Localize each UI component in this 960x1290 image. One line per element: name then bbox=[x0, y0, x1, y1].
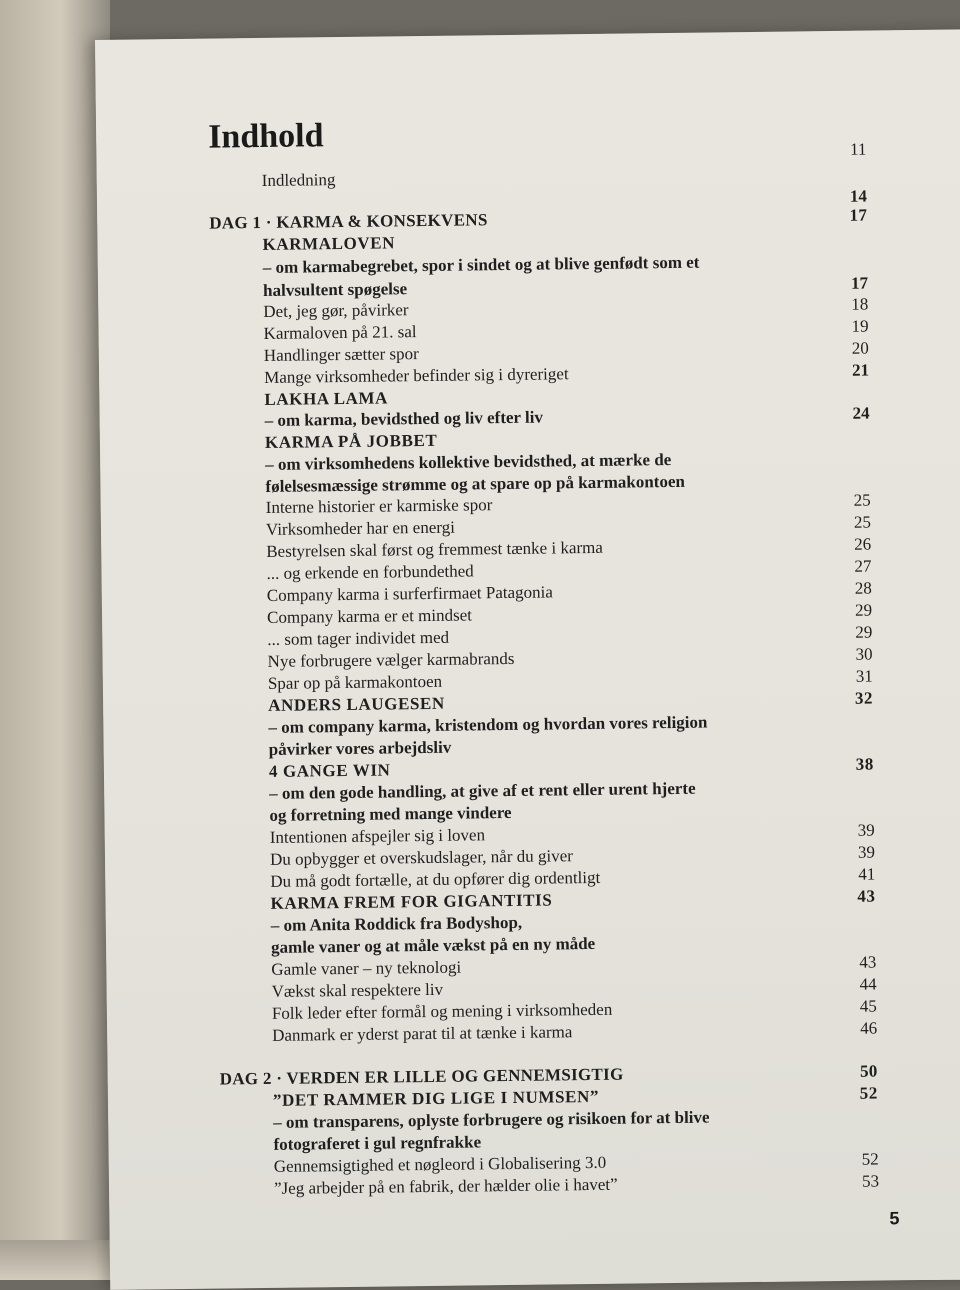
toc-row bbox=[97, 203, 960, 233]
toc-entry-text: Du må godt fortælle, at du opfører dig ordentligt bbox=[270, 867, 601, 891]
page-number: 5 bbox=[889, 1208, 900, 1229]
toc-page-number: 38 bbox=[855, 754, 875, 774]
toc-row bbox=[104, 752, 960, 781]
toc-row bbox=[104, 774, 960, 803]
toc-row bbox=[108, 1059, 960, 1089]
toc-entry-text: og forretning med mange vindere bbox=[269, 802, 512, 825]
toc-entry-text: Gennemsigtighed et nøgleord i Globalisering 3.0 bbox=[273, 1152, 607, 1176]
toc-page-number: 52 bbox=[859, 1083, 879, 1103]
toc-entry-text: fotograferet i gul regnfrakke bbox=[273, 1132, 482, 1154]
toc-entry-text: Bestyrelsen skal først og fremmest tænke i karma bbox=[266, 537, 603, 561]
toc-page-number: 43 bbox=[859, 952, 877, 972]
toc-entry-text: – om den gode handling, at give af et rent eller urent hjerte bbox=[269, 778, 696, 803]
toc-entry-text: ”Jeg arbejder på en fabrik, der hælder olie i havet” bbox=[273, 1174, 618, 1198]
toc-row bbox=[103, 686, 960, 715]
toc-entry-text: – om karmabegrebet, spor i sindet og at blive genfødt som et bbox=[262, 252, 700, 277]
toc-row bbox=[103, 708, 960, 737]
toc-entry-text: Gamle vaner – ny teknologi bbox=[271, 957, 462, 979]
toc-entry-text: – om company karma, kristendom og hvordan vores religion bbox=[268, 712, 708, 737]
toc-page-number: 41 bbox=[858, 864, 876, 884]
toc-row bbox=[105, 840, 960, 869]
toc-page-number: 39 bbox=[857, 842, 876, 862]
toc-row bbox=[102, 576, 960, 605]
toc-row bbox=[99, 358, 960, 387]
toc-row bbox=[102, 620, 960, 649]
page-title: Indhold bbox=[207, 117, 324, 156]
toc-entry-text: 4 GANGE WIN bbox=[268, 760, 391, 781]
toc-entry-text: Nye forbrugere vælger karmabrands bbox=[267, 648, 515, 671]
toc-page-number: 46 bbox=[860, 1018, 878, 1038]
toc-entry-text: Mange virksomheder befinder sig i dyreriget bbox=[264, 364, 569, 387]
toc-entry-text: Interne historier er karmiske spor bbox=[265, 495, 493, 517]
toc-row bbox=[109, 1147, 960, 1176]
toc-row bbox=[101, 532, 960, 561]
toc-entry-text: Danmark er yderst parat til at tænke i karma bbox=[272, 1022, 573, 1045]
toc-page-number: 14 bbox=[849, 186, 868, 206]
toc-row bbox=[105, 818, 960, 847]
toc-page-number: 25 bbox=[853, 490, 871, 510]
toc-page-number: 45 bbox=[859, 996, 877, 1016]
toc-row bbox=[107, 972, 960, 1001]
toc-entry-text: LAKHA LAMA bbox=[264, 388, 389, 409]
toc-page-number: 21 bbox=[851, 360, 870, 380]
toc-entry-text: Karmaloven på 21. sal bbox=[263, 322, 417, 343]
toc-page-number: 43 bbox=[857, 886, 876, 906]
toc-entry-text: Handlinger sætter spor bbox=[263, 344, 419, 365]
toc-entry-text: ... og erkende en forbundethed bbox=[266, 561, 474, 583]
toc-entry-text: Vækst skal respektere liv bbox=[271, 979, 444, 1001]
toc-row bbox=[98, 248, 960, 277]
toc-entry-text: – om virksomhedens kollektive bevidsthed, at mærke de bbox=[265, 449, 672, 474]
toc-entry-text: – om Anita Roddick fra Bodyshop, bbox=[270, 912, 523, 935]
toc-page-number: 39 bbox=[857, 820, 875, 840]
toc-row bbox=[103, 664, 960, 693]
toc-row bbox=[98, 314, 960, 343]
toc-row bbox=[100, 445, 960, 474]
toc-entry-text: DAG 2 · VERDEN ER LILLE OG GENNEMSIGTIG bbox=[219, 1064, 624, 1089]
toc-page-number: 17 bbox=[849, 205, 868, 225]
toc-row bbox=[99, 336, 960, 365]
toc-entry-text: Spar op på karmakontoen bbox=[267, 671, 443, 693]
toc-page-number: 19 bbox=[851, 316, 869, 336]
toc-page-number: 20 bbox=[851, 338, 869, 358]
toc-page-number: 53 bbox=[861, 1171, 880, 1191]
toc-page-number: 25 bbox=[853, 512, 872, 532]
toc-row bbox=[101, 510, 960, 539]
toc-entry-text: Du opbygger et overskudslager, når du giver bbox=[269, 846, 573, 869]
toc-page-number: 29 bbox=[855, 622, 873, 642]
toc-entry-text: Det, jeg gør, påvirker bbox=[263, 300, 409, 321]
toc-row bbox=[97, 161, 960, 190]
toc-page-number: 26 bbox=[854, 534, 872, 554]
toc-page-number: 24 bbox=[852, 403, 870, 423]
toc-page-number: 18 bbox=[851, 294, 869, 314]
toc-row bbox=[106, 928, 960, 957]
toc-entry-text: ”DET RAMMER DIG LIGE I NUMSEN” bbox=[272, 1086, 600, 1110]
toc-row bbox=[102, 642, 960, 671]
toc-entry-text: Indledning bbox=[261, 170, 336, 190]
toc-entry-text: gamle vaner og at måle vækst på en ny måde bbox=[270, 933, 596, 957]
toc-entry-text: Company karma er et mindset bbox=[266, 605, 473, 627]
toc-page-number: 29 bbox=[854, 600, 873, 620]
toc-row bbox=[97, 184, 960, 206]
toc-entry-text: – om karma, bevidsthed og liv efter liv bbox=[264, 407, 544, 430]
toc-page-number: 28 bbox=[854, 578, 872, 598]
toc-entry-text: KARMA PÅ JOBBET bbox=[264, 430, 438, 452]
adjacent-page bbox=[0, 0, 110, 1280]
toc-entry-text: – om transparens, oplyste forbrugere og risikoen for at blive bbox=[273, 1107, 710, 1132]
toc-entry-text: Company karma i surferfirmaet Patagonia bbox=[266, 582, 553, 605]
toc-page-number: 44 bbox=[859, 974, 877, 994]
toc-page-number: 11 bbox=[849, 139, 867, 159]
toc-page-number: 32 bbox=[854, 688, 874, 708]
toc-row bbox=[98, 292, 960, 321]
toc-entry-text: DAG 1 · KARMA & KONSEKVENS bbox=[209, 210, 488, 233]
toc-row bbox=[107, 994, 960, 1023]
toc-page-number: 27 bbox=[854, 556, 872, 576]
toc-entry-text: Folk leder efter formål og mening i virksomheden bbox=[271, 999, 613, 1023]
toc-entry-text: ANDERS LAUGESEN bbox=[268, 693, 445, 715]
toc-entry-text: KARMA FREM FOR GIGANTITIS bbox=[270, 890, 553, 913]
book-page bbox=[95, 29, 960, 1290]
toc-page-number: 50 bbox=[859, 1061, 878, 1081]
toc-entry-text: følelsesmæssige strømme og at spare op på karmakontoen bbox=[265, 471, 686, 496]
toc-page-number: 31 bbox=[855, 666, 873, 686]
toc-page-number: 30 bbox=[855, 644, 873, 664]
toc-entry-text: ... som tager individet med bbox=[267, 627, 450, 649]
toc-entry-text: halvsultent spøgelse bbox=[262, 279, 408, 300]
toc-page-number: 17 bbox=[850, 273, 869, 293]
toc-row bbox=[100, 401, 960, 430]
toc-entry-text: påvirker vores arbejdsliv bbox=[268, 737, 452, 759]
toc-entry-text: Intentionen afspejler sig i loven bbox=[269, 825, 486, 847]
toc-entry-text: Virksomheder har en energi bbox=[265, 517, 456, 539]
toc-page-number: 52 bbox=[861, 1149, 879, 1169]
toc-entry-text: KARMALOVEN bbox=[262, 233, 396, 254]
